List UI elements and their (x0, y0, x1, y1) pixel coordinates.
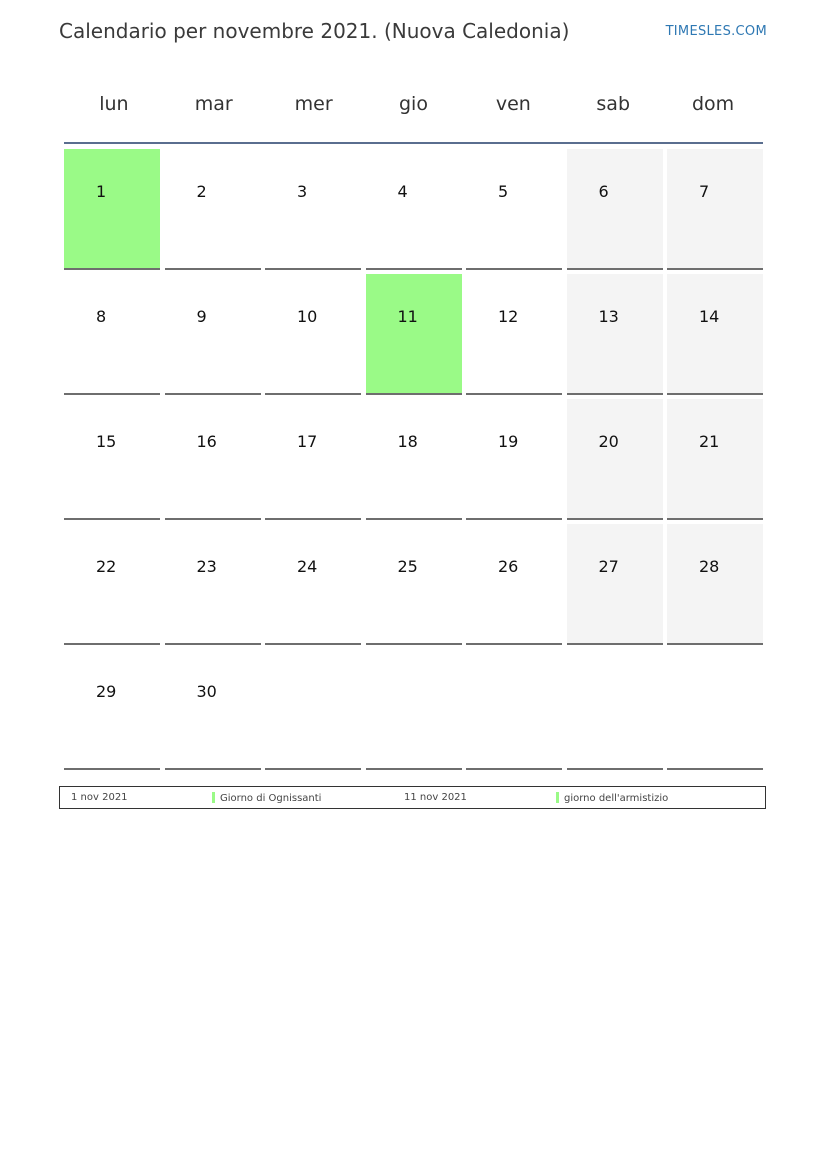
day-cell (64, 149, 160, 270)
weekday-thu: gio (399, 93, 428, 115)
day-cell (567, 149, 663, 270)
day-number: 26 (498, 557, 519, 576)
day-cell (667, 274, 763, 395)
day-cell (366, 399, 462, 520)
header-divider (64, 142, 763, 144)
weekday-header (64, 82, 763, 142)
day-number: 19 (498, 432, 519, 451)
day-number: 13 (598, 307, 619, 326)
weekday-mon: lun (99, 93, 129, 115)
day-number: 23 (196, 557, 217, 576)
day-number: 24 (297, 557, 318, 576)
day-number: 5 (498, 182, 509, 201)
brand-link[interactable]: TIMESLES.COM (665, 24, 767, 39)
day-number: 15 (96, 432, 117, 451)
empty-cell (667, 649, 763, 770)
day-cell (265, 399, 361, 520)
day-number: 8 (96, 307, 107, 326)
day-number: 27 (598, 557, 619, 576)
day-number: 1 (96, 182, 107, 201)
day-cell (64, 524, 160, 645)
day-cell (265, 524, 361, 645)
empty-cell (265, 649, 361, 770)
day-cell (165, 274, 261, 395)
day-number: 21 (699, 432, 720, 451)
day-number: 4 (397, 182, 408, 201)
day-cell (64, 274, 160, 395)
legend-date-2: 11 nov 2021 (404, 792, 467, 803)
weekday-tue: mar (194, 93, 233, 115)
day-number: 18 (397, 432, 418, 451)
empty-cell (466, 649, 562, 770)
day-cell (466, 149, 562, 270)
day-cell (567, 399, 663, 520)
day-number: 7 (699, 182, 710, 201)
legend-entry-2 (556, 792, 668, 804)
empty-cell (366, 649, 462, 770)
day-number: 22 (96, 557, 117, 576)
day-number: 12 (498, 307, 519, 326)
day-cell (265, 274, 361, 395)
day-cell (366, 524, 462, 645)
day-number: 11 (397, 307, 418, 326)
day-cell (667, 524, 763, 645)
day-cell (667, 149, 763, 270)
day-cell (366, 149, 462, 270)
calendar-grid (64, 149, 764, 770)
legend-swatch-1 (212, 792, 215, 803)
weekday-sat: sab (596, 93, 631, 115)
day-number: 28 (699, 557, 720, 576)
day-cell (366, 274, 462, 395)
day-cell (265, 149, 361, 270)
holiday-legend (59, 786, 766, 809)
day-cell (667, 399, 763, 520)
day-cell (466, 399, 562, 520)
weekday-fri: ven (495, 93, 531, 115)
day-number: 16 (196, 432, 217, 451)
day-cell (64, 399, 160, 520)
day-number: 14 (699, 307, 720, 326)
legend-swatch-2 (556, 792, 559, 803)
day-number: 29 (96, 682, 117, 701)
day-cell (466, 274, 562, 395)
day-number: 25 (397, 557, 418, 576)
day-cell (64, 649, 160, 770)
weekday-sun: dom (691, 93, 735, 115)
page-title: Calendario per novembre 2021. (Nuova Caledonia) (59, 19, 570, 43)
legend-date-1: 1 nov 2021 (71, 792, 128, 803)
day-cell (567, 524, 663, 645)
day-number: 20 (598, 432, 619, 451)
weekday-wed: mer (294, 93, 333, 115)
legend-name-2: giorno dell'armistizio (564, 793, 669, 804)
day-number: 6 (598, 182, 609, 201)
day-cell (466, 524, 562, 645)
day-cell (165, 399, 261, 520)
day-number: 3 (297, 182, 308, 201)
day-number: 2 (196, 182, 207, 201)
day-number: 17 (297, 432, 318, 451)
day-cell (567, 274, 663, 395)
day-number: 10 (297, 307, 318, 326)
legend-name-1: Giorno di Ognissanti (220, 793, 322, 804)
day-number: 30 (196, 682, 217, 701)
empty-cell (567, 649, 663, 770)
day-cell (165, 524, 261, 645)
day-cell (165, 649, 261, 770)
day-cell (165, 149, 261, 270)
legend-entry-1 (212, 792, 321, 804)
day-number: 9 (196, 307, 207, 326)
